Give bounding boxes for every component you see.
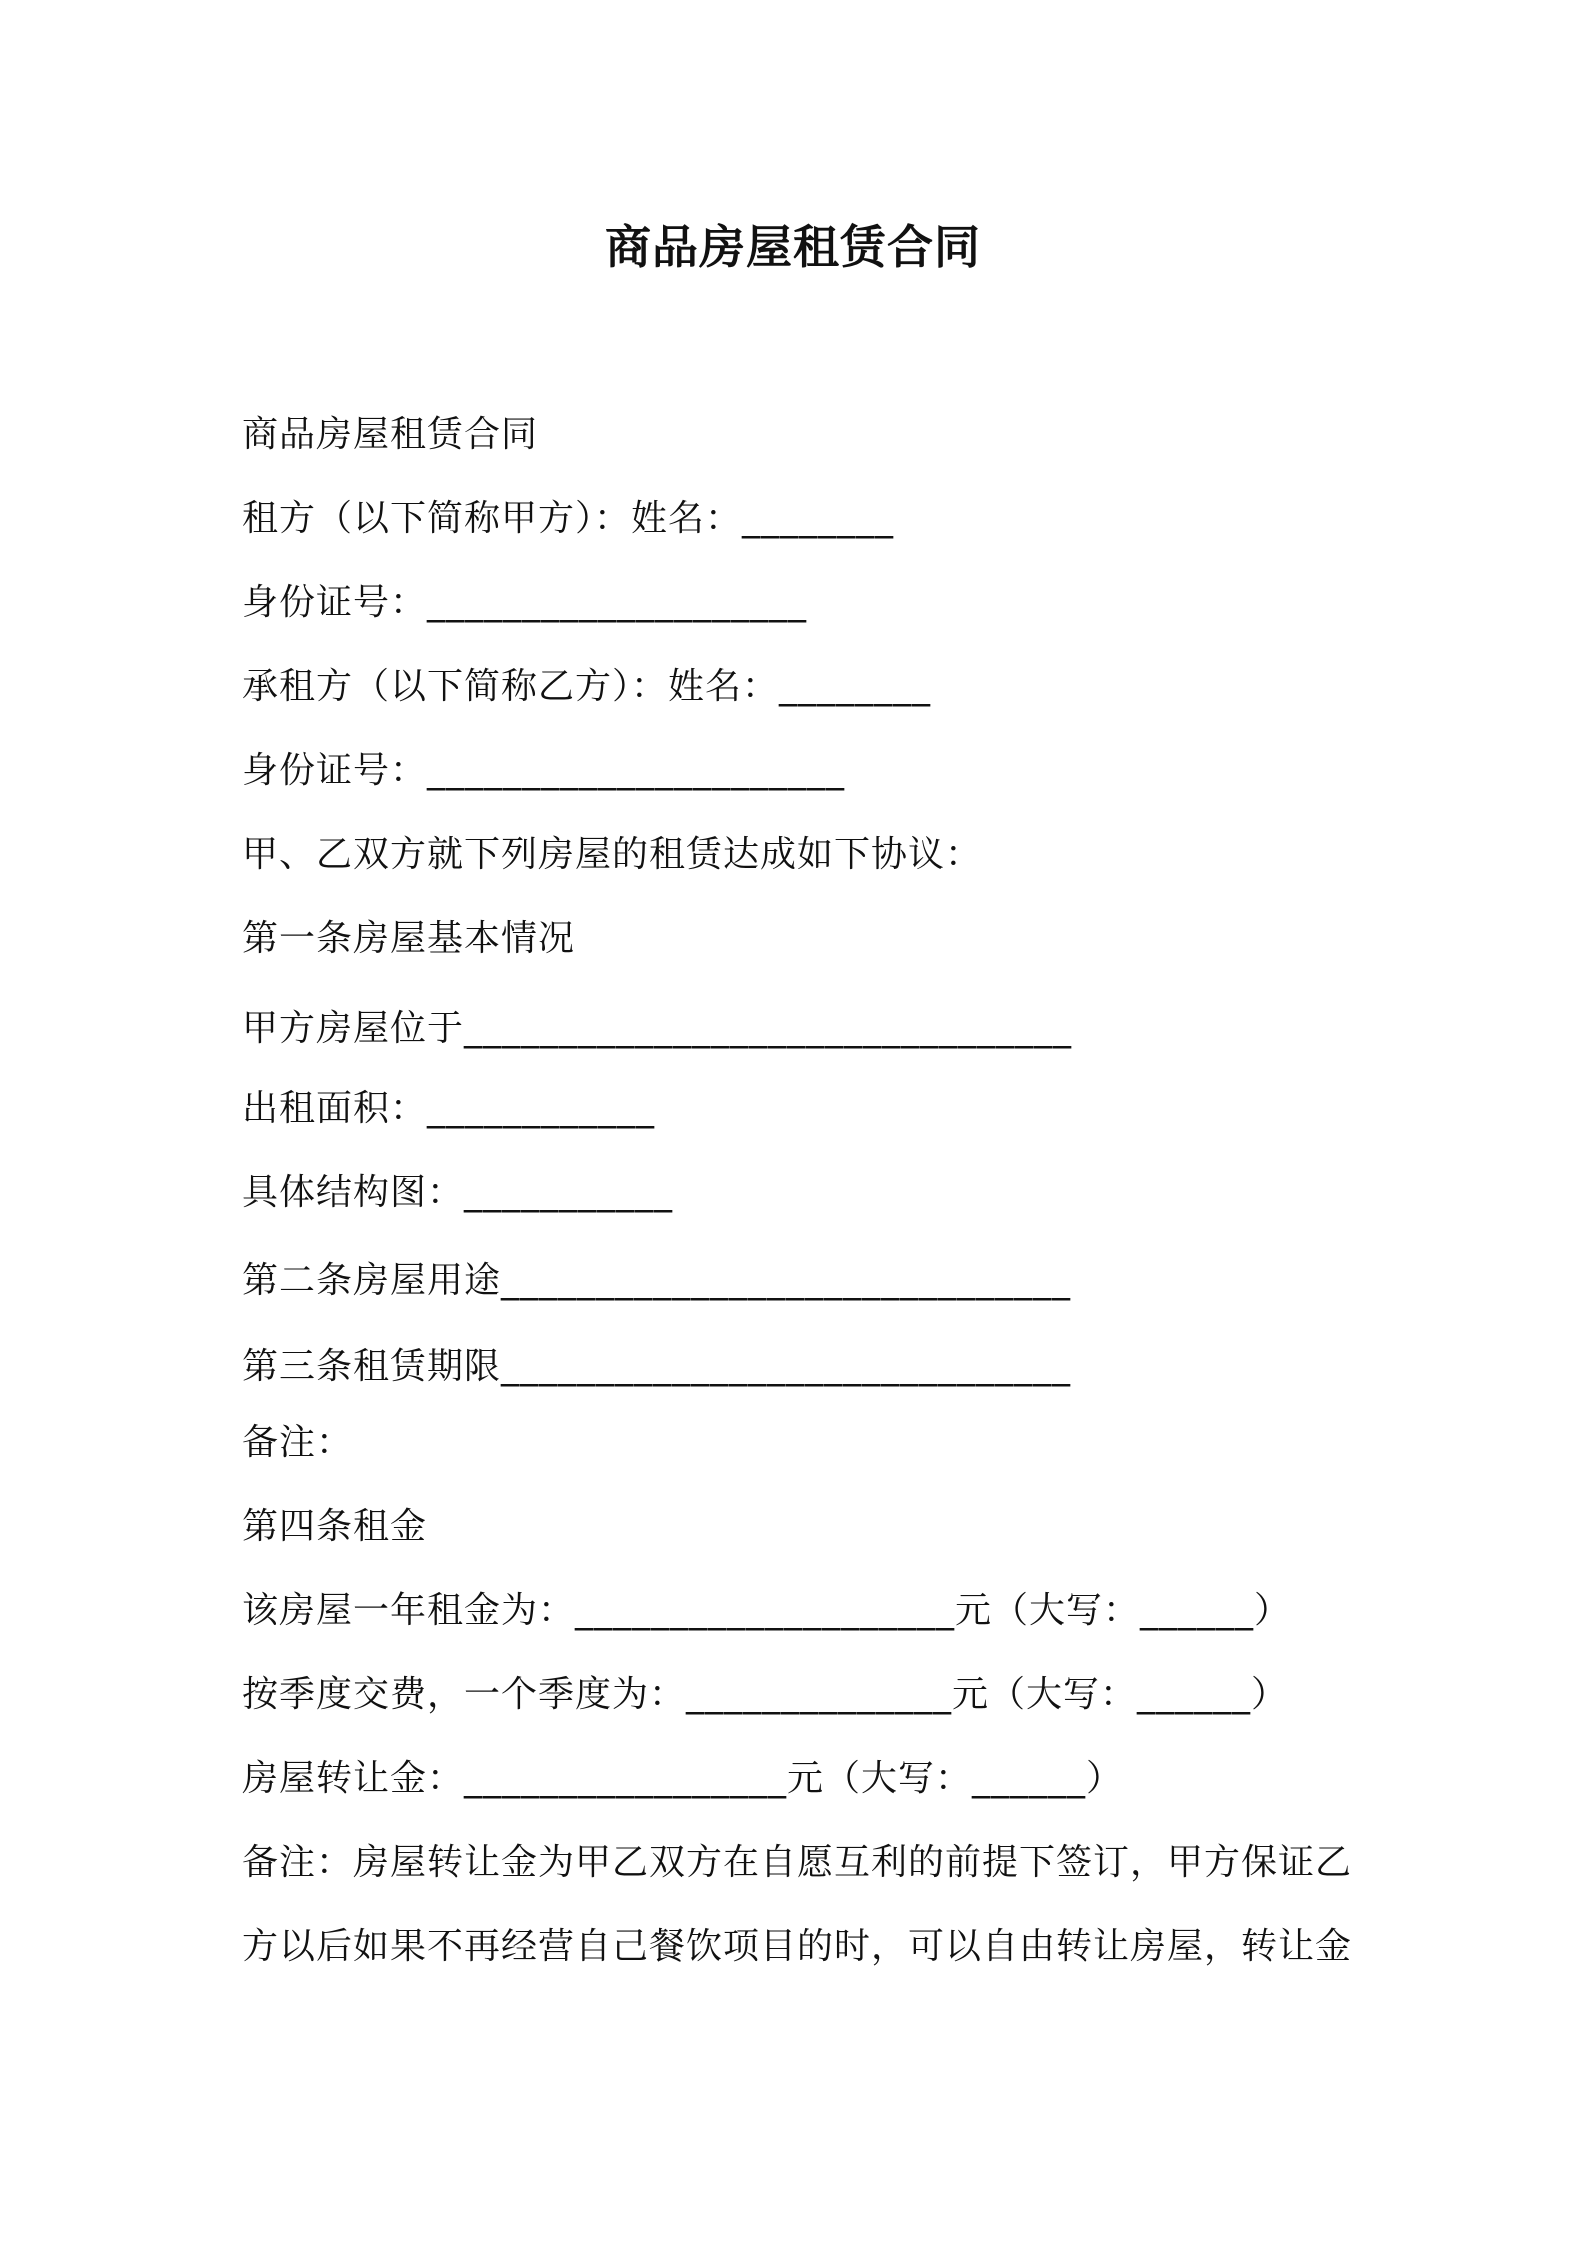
lessor-id-line: 身份证号：____________________	[242, 582, 808, 623]
rental-area-line: 出租面积：____________	[242, 1088, 656, 1129]
lessee-id-line: 身份证号：______________________	[242, 750, 846, 791]
agreement-intro-line: 甲、乙双方就下列房屋的租赁达成如下协议：	[242, 834, 983, 875]
quarterly-rent-line: 按季度交费，一个季度为：______________元（大写：______）	[242, 1674, 1289, 1715]
article-3-line: 第三条租赁期限______________________________	[242, 1346, 1072, 1387]
article-1-heading: 第一条房屋基本情况	[242, 918, 576, 959]
document-title: 商品房屋租赁合同	[605, 220, 981, 274]
article-4-heading: 第四条租金	[242, 1506, 428, 1547]
article-2-line: 第二条房屋用途______________________________	[242, 1260, 1072, 1301]
lessor-name-line: 租方（以下简称甲方）：姓名：________	[242, 498, 895, 539]
remark-line: 备注：	[242, 1422, 354, 1463]
transfer-remark-line-2: 方以后如果不再经营自己餐饮项目的时，可以自由转让房屋，转让金	[242, 1926, 1353, 1967]
transfer-remark-line-1: 备注：房屋转让金为甲乙双方在自愿互利的前提下签订，甲方保证乙	[242, 1842, 1353, 1883]
lessee-name-line: 承租方（以下简称乙方）：姓名：________	[242, 666, 932, 707]
structure-diagram-line: 具体结构图：___________	[242, 1172, 674, 1213]
property-location-line: 甲方房屋位于________________________________	[242, 1008, 1073, 1049]
transfer-fee-line: 房屋转让金：_________________元（大写：______）	[242, 1758, 1124, 1799]
annual-rent-line: 该房屋一年租金为：____________________元（大写：______）	[242, 1590, 1292, 1631]
contract-heading: 商品房屋租赁合同	[242, 414, 539, 455]
